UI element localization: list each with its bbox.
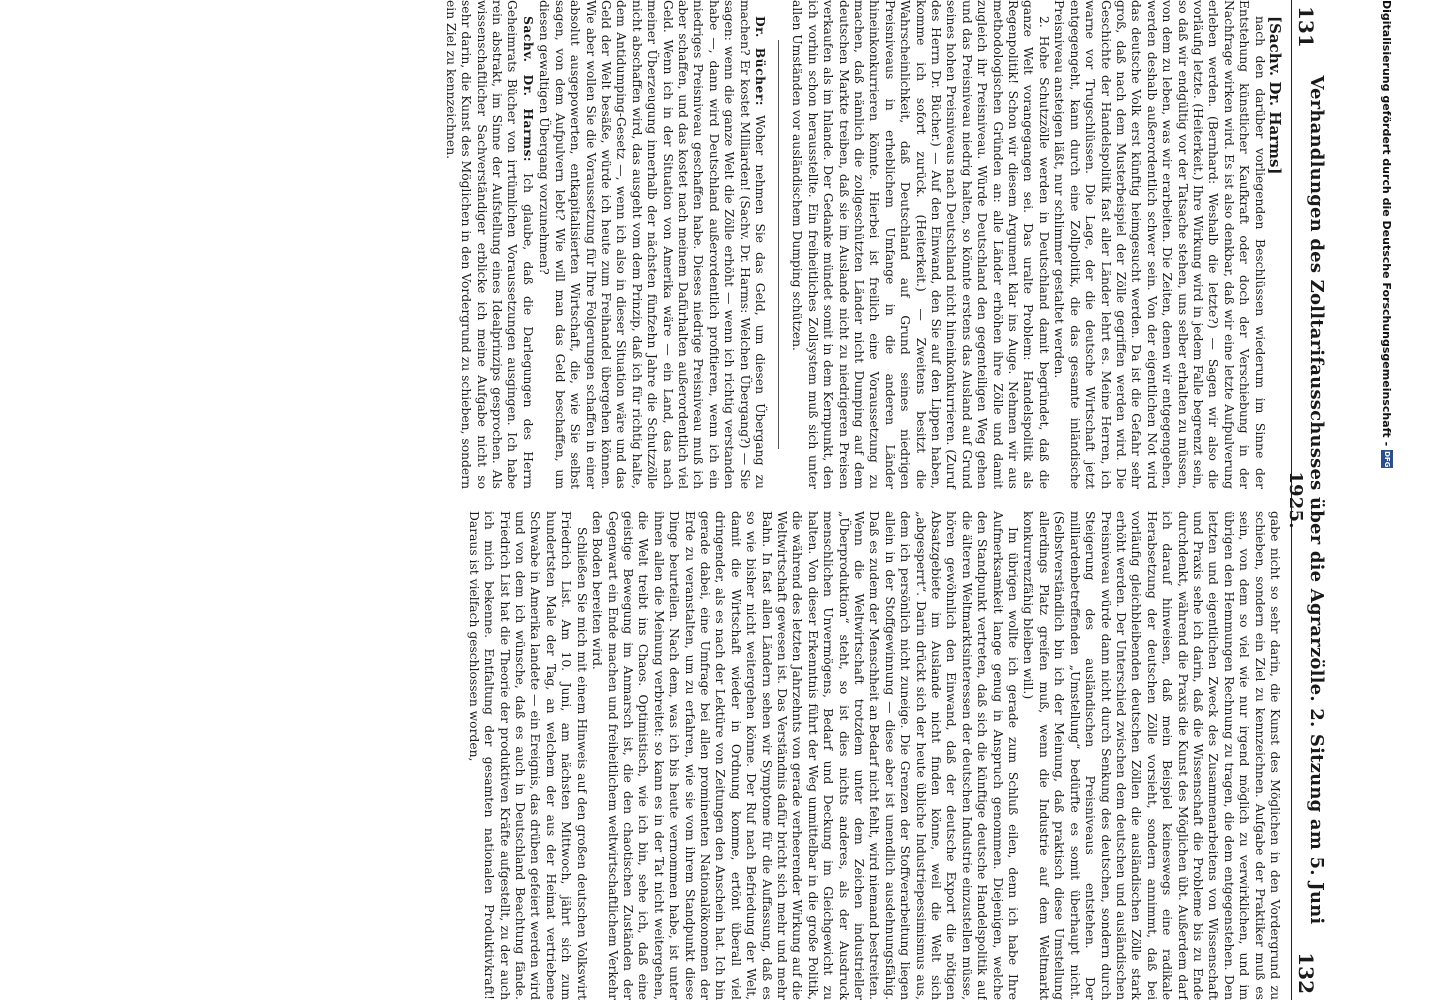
left-column (0, 0, 1282, 489)
speaker-block (536, 0, 768, 489)
speaker-name: Sachv. Dr. Harms: (520, 16, 536, 162)
speaker-block (442, 0, 535, 489)
digitization-text: Digitalisierung gefördert durch die Deutsche Forschungsgemeinschaft (1380, 0, 1394, 438)
page-title: Verhandlungen des Zolltarifausschusses über die Agrarzölle. 2. Sitzung am 5. Juni 1925. (1285, 75, 1327, 925)
right-column (0, 511, 1282, 1000)
speaker-text: Woher nehmen Sie das Geld, um diesen Übergang zu machen? Er kostet Milliarden! (Sachv. Dr. Harms: Welchen Übergang?) — Sie sagen: wenn die ganze Welt die Zölle erhöht — wenn ich richtig verstanden habe —, dann wird Deutschland außerordentlich profitieren, wenn ich ein niedriges Preisniveau geschaffen habe. Dieses niedrige Preisniveau muß ich aber schaffen, und das kostet nach meinem Dafürhalten außerordentlich viel Geld. Wenn ich in der Situation von Amerika wäre — ein Land, das nach meiner Überzeugung innerhalb der nächsten fünfzehn Jahre die Schutzzölle nicht abschaffen wird, das ausgeht vom dem Prinzip, daß ich für richtig halte, dem Antidumping-Gesetz —, wenn ich also in dieser Situation wäre und das Geld der Welt besäße, würde ich heute zum Freihandel übergehen können. Wie aber wollen Sie die Voraussetzung für Ihre Folgerungen schaffen in einer absolut ausgepowerten, entkapitalisierten Wirtschaft, die, wie Sie selbst sagen, von dem Aufpulvern lebt? Wie will man das Geld beschaffen, um diesen gewaltigen Übergang vorzunehmen? (537, 0, 767, 489)
digitization-note: Digitalisierung gefördert durch die Deutsche Forschungsgemeinschaft - DFG (1380, 0, 1394, 468)
paragraph: nach den darüber vorliegenden Beschlüssen wiederum im Sinne der Entstehung künstlicher Kaufkraft oder doch der Verschiebung in der Nachfrage wirken wird. Es ist also denkbar, daß wir eine letzte Aufpulverung erleben werden. (Bernhard: Weshalb die letzte?) — Sagen wir also die vorläufig letzte. (Heiterkeit.) Ihre Wirkung wird in jedem Falle begrenzt sein, so daß wir endgültig vor der Tatsache stehen, uns selber erhalten zu müssen, von dem zu leben, was wir erarbeiten. Die Zeiten, denen wir entgegengehen, werden deshalb außerordentlich schwer sein. Von der eigentlichen Not wird das deutsche Volk erst künftig heimgesucht werden. Da ist die Gefahr sehr groß, daß nach dem Musterbeispiel der Zölle gegriffen werden wird. Die Geschichte der Handelspolitik fast aller Länder lehrt es. Meine Herren, ich warne vor Trugschlüssen. Die Lage, der die deutsche Wirtschaft jetzt entgegengeht, kann durch eine Zollpolitik, die das gesamte inländische Preisniveau ansteigen läßt, nur schlimmer gestaltet werden. (1052, 0, 1267, 489)
paragraph: gabe nicht so sehr darin, die Kunst des Möglichen in den Vordergrund zu schieben, sondern ein Ziel zu kennzeichnen. Aufgabe der Praktiker muß es sein, von dem so viel wie nur irgend möglich zu verwirklichen, und im übrigen den Hemmungen Rechnung zu tragen, die dem entgegenstehen. Den letzten und eigentlichen Zweck des Zusammenarbeitens von Wissenschaft und Praxis sehe ich darin, daß die Wissenschaft die Probleme bis zu Ende durchdenkt, während die Praxis die Kunst des Möglichen übt. Außerdem darf ich darauf hinweisen, daß mein Beispiel keineswegs eine radikale Herabsetzung der deutschen Zölle vorsieht, sondern annimmt, daß bei vorläufig gleichbleibenden deutschen Zöllen die ausländischen Zölle stark erhöht werden. Der Unterschied zwischen dem deutschen und ausländischen Preisniveau würde dann nicht durch Senkung des deutschen, sondern durch Steigerung des ausländischen Preisniveaus entstehen. Der milliardenbetreffenden „Umstellung“ bedürfte es somit überhaupt nicht. (Selbstverständlich bin ich der Meinung, daß praktisch diese Umstellung allerdings Platz greifen muß, wenn die Industrie auf dem Weltmarkt konkurrenzfähig bleiben will.) (1021, 511, 1282, 1000)
speaker-name: Dr. Bücher: (753, 16, 768, 106)
paragraph: 2. Hohe Schutzzölle werden in Deutschland damit begründet, daß die ganze Welt vorangegangen sei. Das uralte Problem: Handelspolitik als Regenpolitik! Schon wir diesem Argument klar ins Auge. Nehmen wir aus methodologischen Gründen an: alle Länder erhöhen ihre Zölle und damit zugleich ihr Preisniveau. Würde Deutschland den gegenteiligen Weg gehen und das Preisniveau niedrig halten, so könnte erstens das Ausland auf Grund seines hohen Preisniveaus nach Deutschland nicht hineinkonkurrieren. (Zuruf des Herrn Dr. Bücher.) — Auf den Einwand, den Sie auf den Lippen haben, komme ich sofort zurück. (Heiterkeit.) — Zweitens besitzt die Wahrscheinlichkeit, daß Deutschland auf Grund seines niedrigen Preisniveaus in erheblichem Umfange in die anderen Länder hineinkonkurrieren könnte. Hierbei ist freilich eine Voraussetzung zu machen, daß nämlich die zollgeschützten Länder nicht Dumping auf dem deutschen Markte treiben, daß sie im Auslande nicht zu niedrigeren Preisen verkaufen als im Inlande. Der Gedanke mündet somit in dem Kernpunkt, den ich vorhin schon herausstellte. Ein freiheitliches Zollsystem muß sich unter allen Umständen vor ausländischem Dumping schützen. (790, 0, 1051, 489)
dfg-logo-icon: DFG (1383, 451, 1391, 468)
speaker-text: Ich glaube, daß die Darlegungen des Herrn Geheimrats Bücher von irrtümlichen Voraussetzungen ausgingen. Ich habe rein abstrakt, im Sinne der Aufstellung eines Idealprinzips gesprochen. Als wissenschaftlicher Sachverständiger erblicke ich meine Aufgabe nicht so sehr darin, die Kunst des Möglichen in den Vordergrund zu schieben, sondern ein Ziel zu kennzeichnen. (443, 0, 535, 489)
divider (778, 40, 779, 449)
page-number-left: 131 (1294, 6, 1318, 48)
page-number-right: 132 (1294, 952, 1318, 994)
page-header (1285, 0, 1327, 1000)
speaker-heading: [Sachv. Dr. Harms] (1266, 16, 1284, 175)
paragraph: Schließen Sie mich mit einem Hinweis auf den großen deutschen Volkswirt Friedrich List. Am 10. Juni, am nächsten Mittwoch, jährt sich zum hundertsten Male der Tag, an welchem der aus der Heimat vertriebene Schwabe in Amerika landete — ein Ereignis, das drüben gefeiert werden wird und von dem ich wünsche, daß es auch in Deutschland Beachtung fände. Friedrich List hat die Theorie der produktiven Kräfte aufgestellt, zu der auch ich mich bekenne. Entfaltung der gesamten nationalen Produktivkraft! Daraus ist vielfach geschlossen worden, (466, 511, 589, 1000)
paragraph: Im übrigen wollte ich gerade zum Schluß eilen, denn ich habe Ihre Aufmerksamkeit lange genug in Anspruch genommen. Diejenigen, welche den Standpunkt vertreten, daß sich die künftige deutsche Handelspolitik auf die älteren Weltmarktsinteressen der deutschen Industrie einzustellen müsse, hören gewöhnlich den Einwand, daß der deutsche Export die nötigen Absatzgebiete im Auslande nicht finden könne, weil die Welt sich „abgesperrt“. Darin drückt sich der heute übliche Industriepessimismus aus, dem ich persönlich nicht zuneige. Die Grenzen der Stoffverarbeitung liegen allein in der Stoffgewinnung — diese aber ist unendlich ausdehnungsfähig. Daß es zudem der Menschheit an Bedarf nicht fehlt, wird niemand bestreiten. Wenn die Weltwirtschaft trotzdem unter dem Zeichen industrieller „Überproduktion“ steht, so ist dies nichts anderes, als der Ausdruck menschlichen Unvermögens, Bedarf und Deckung im Gleichgewicht zu halten. Von dieser Erkenntnis führt der Weg unmittelbar in die große Politik, die während des letzten Jahrzehnts von gerade verheerender Wirkung auf die Weltwirtschaft gewesen ist. Das Verständnis dafür bricht sich mehr und mehr Bahn. In fast allen Ländern sehen wir Symptome für die Auffassung, daß es so wie bisher nicht weitergehen könne. Der Ruf nach Befriedung der Welt, damit die Wirtschaft wieder in Ordnung komme, ertönt überall viel dringender, als es nach der Lektüre von Zeitungen den Anschein hat. Ich bin gerade dabei, eine Umfrage bei allen prominenten Nationalökonomen der Erde zu veranstalten, um zu erfahren, wie sie vom ihrem Standpunkt diese Dinge beurteilen. Nach dem, was ich bis heute vernommen habe, ist unter ihnen allen die Meinung verbreitet: so kann es in der Tat nicht weitergehen, die Welt treibt ins Chaos. Optimistisch, wie ich bin, sehe ich, daß eine geistige Bewegung im Anmarsch ist, die den chaotischen Zuständen der Gegenwart ein Ende machen und freiheitlichem weltwirtschaftlichem Verkehr den Boden bereiten wird. (590, 511, 1021, 1000)
